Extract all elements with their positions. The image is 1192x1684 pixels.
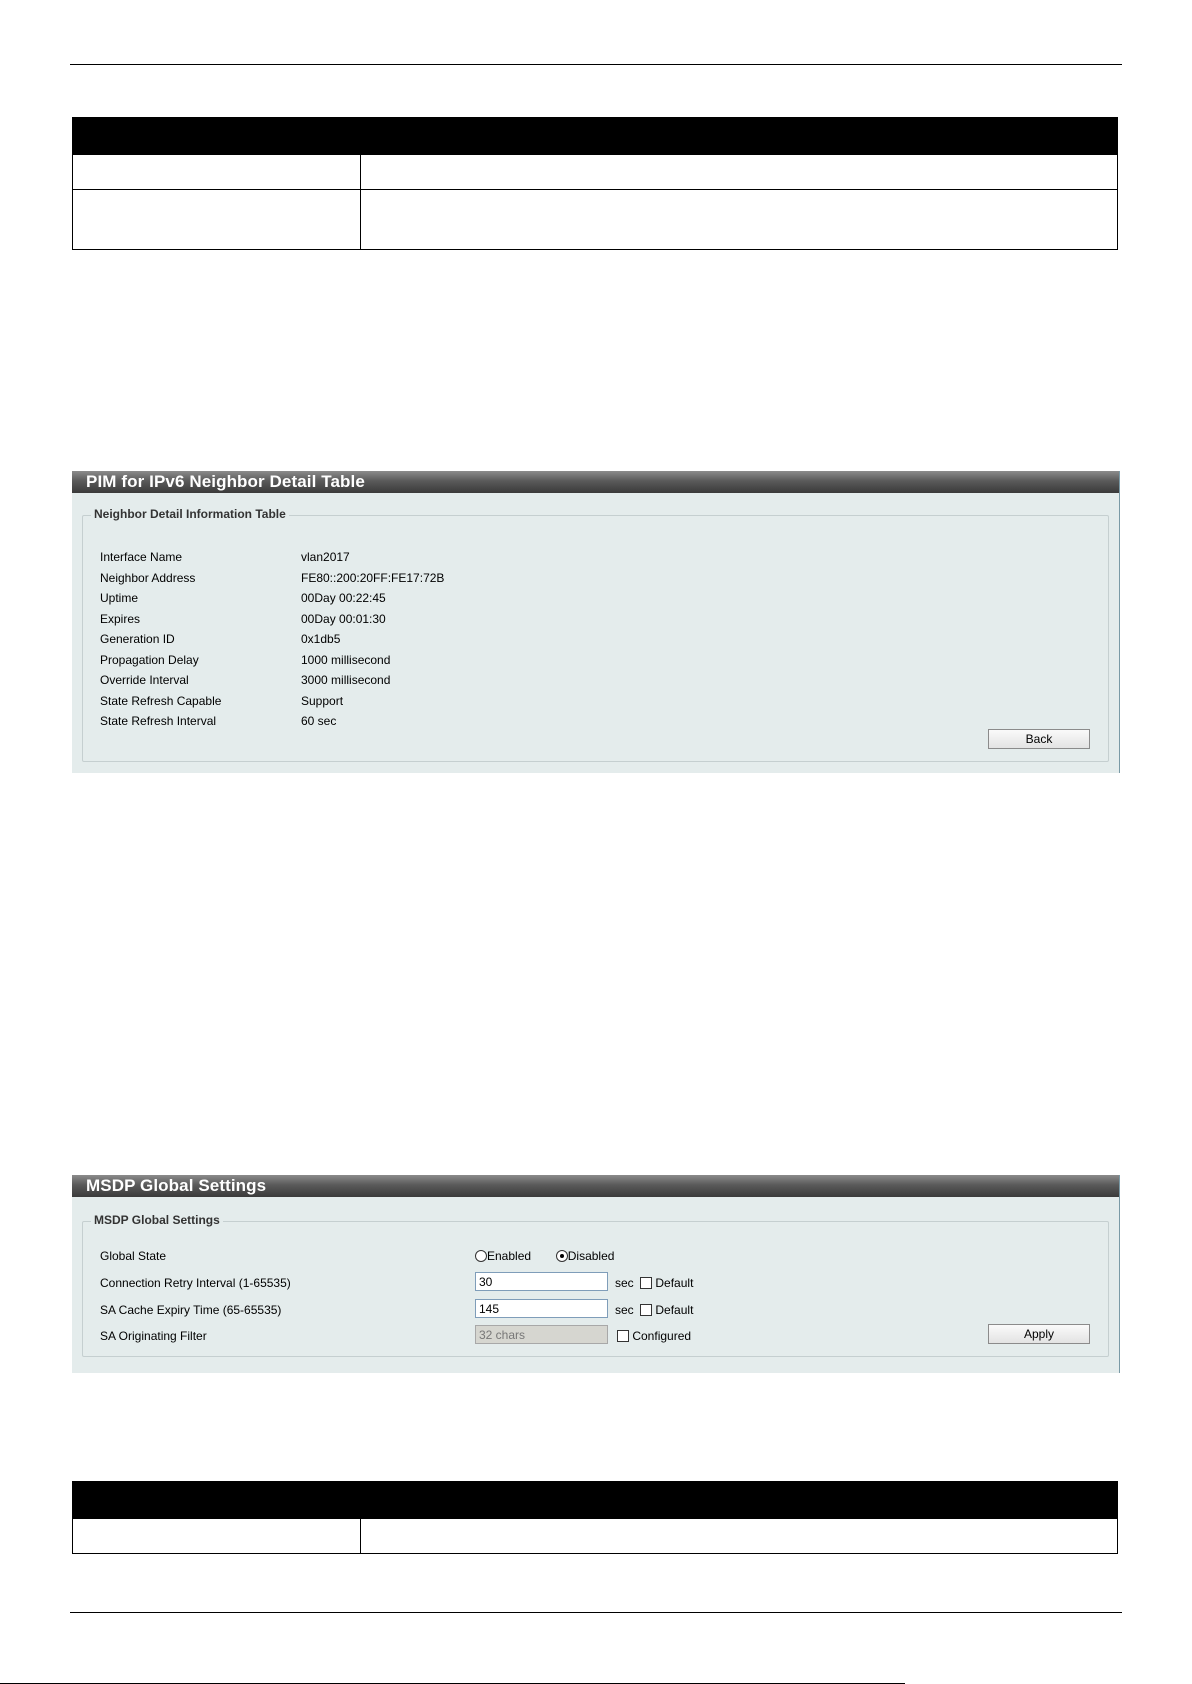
detail-label: State Refresh Capable <box>100 693 222 708</box>
global-state-radio-group <box>475 1249 614 1263</box>
connection-retry-label: Connection Retry Interval (1-65535) <box>100 1276 291 1290</box>
detail-label: Propagation Delay <box>100 652 199 667</box>
apply-button[interactable]: Apply <box>988 1324 1090 1344</box>
detail-value: Support <box>301 693 344 708</box>
fieldset-legend: MSDP Global Settings <box>91 1213 223 1227</box>
radio-disabled[interactable] <box>556 1249 615 1263</box>
table-row <box>73 1519 1118 1554</box>
detail-label: Uptime <box>100 591 139 605</box>
table-header-row <box>73 1482 1118 1519</box>
sa-cache-expiry-input[interactable] <box>475 1299 608 1318</box>
radio-enabled-label: Enabled <box>487 1249 532 1263</box>
detail-label: Generation ID <box>100 632 175 646</box>
sa-filter-configured-checkbox[interactable] <box>617 1330 629 1342</box>
sa-cache-expiry-label: SA Cache Expiry Time (65-65535) <box>100 1303 282 1317</box>
table-header-row <box>73 118 1118 155</box>
parameter-table-top <box>72 117 1118 250</box>
detail-value: vlan2017 <box>301 550 350 564</box>
radio-enabled-icon <box>475 1250 487 1262</box>
detail-value: 0x1db5 <box>301 632 341 646</box>
panel-title: MSDP Global Settings <box>72 1175 1119 1197</box>
unit-label: sec <box>615 1276 634 1290</box>
footer-rule <box>70 1612 1122 1613</box>
checkbox-label: Configured <box>632 1329 692 1343</box>
unit-label: sec <box>615 1303 634 1317</box>
detail-label: Override Interval <box>100 673 189 687</box>
detail-value: 60 sec <box>301 714 337 728</box>
sa-filter-label: SA Originating Filter <box>100 1329 207 1343</box>
sa-filter-input[interactable] <box>475 1325 608 1344</box>
parameter-table-bottom <box>72 1481 1118 1554</box>
connection-retry-input[interactable] <box>475 1272 608 1291</box>
detail-value: 3000 millisecond <box>301 673 391 687</box>
table-row <box>73 190 1118 250</box>
msdp-global-settings-panel <box>72 1175 1120 1373</box>
sa-cache-suffix <box>615 1303 693 1317</box>
connection-retry-default-checkbox[interactable] <box>640 1277 652 1289</box>
panel-title: PIM for IPv6 Neighbor Detail Table <box>72 471 1119 493</box>
detail-label: Expires <box>100 611 141 626</box>
detail-value: FE80::200:20FF:FE17:72B <box>301 570 445 585</box>
sa-cache-default-checkbox[interactable] <box>640 1304 652 1316</box>
fieldset-legend: Neighbor Detail Information Table <box>91 507 289 521</box>
detail-value: 1000 millisecond <box>301 652 391 667</box>
detail-label: Neighbor Address <box>100 570 196 585</box>
pim-neighbor-detail-panel <box>72 471 1120 773</box>
checkbox-label: Default <box>655 1303 694 1317</box>
detail-label: State Refresh Interval <box>100 714 217 728</box>
header-rule <box>70 64 1122 65</box>
radio-disabled-icon <box>556 1250 568 1262</box>
sa-filter-suffix <box>617 1329 691 1343</box>
detail-label: Interface Name <box>100 550 183 564</box>
radio-enabled[interactable] <box>475 1249 531 1263</box>
global-state-label: Global State <box>100 1249 167 1263</box>
back-button[interactable]: Back <box>988 729 1090 749</box>
detail-value: 00Day 00:22:45 <box>301 591 386 605</box>
neighbor-detail-fieldset <box>82 507 1109 762</box>
radio-disabled-label: Disabled <box>567 1249 615 1263</box>
msdp-settings-fieldset <box>82 1213 1109 1357</box>
checkbox-label: Default <box>655 1276 694 1290</box>
table-row <box>73 155 1118 190</box>
connection-retry-suffix <box>615 1276 693 1290</box>
detail-value: 00Day 00:01:30 <box>301 611 386 626</box>
